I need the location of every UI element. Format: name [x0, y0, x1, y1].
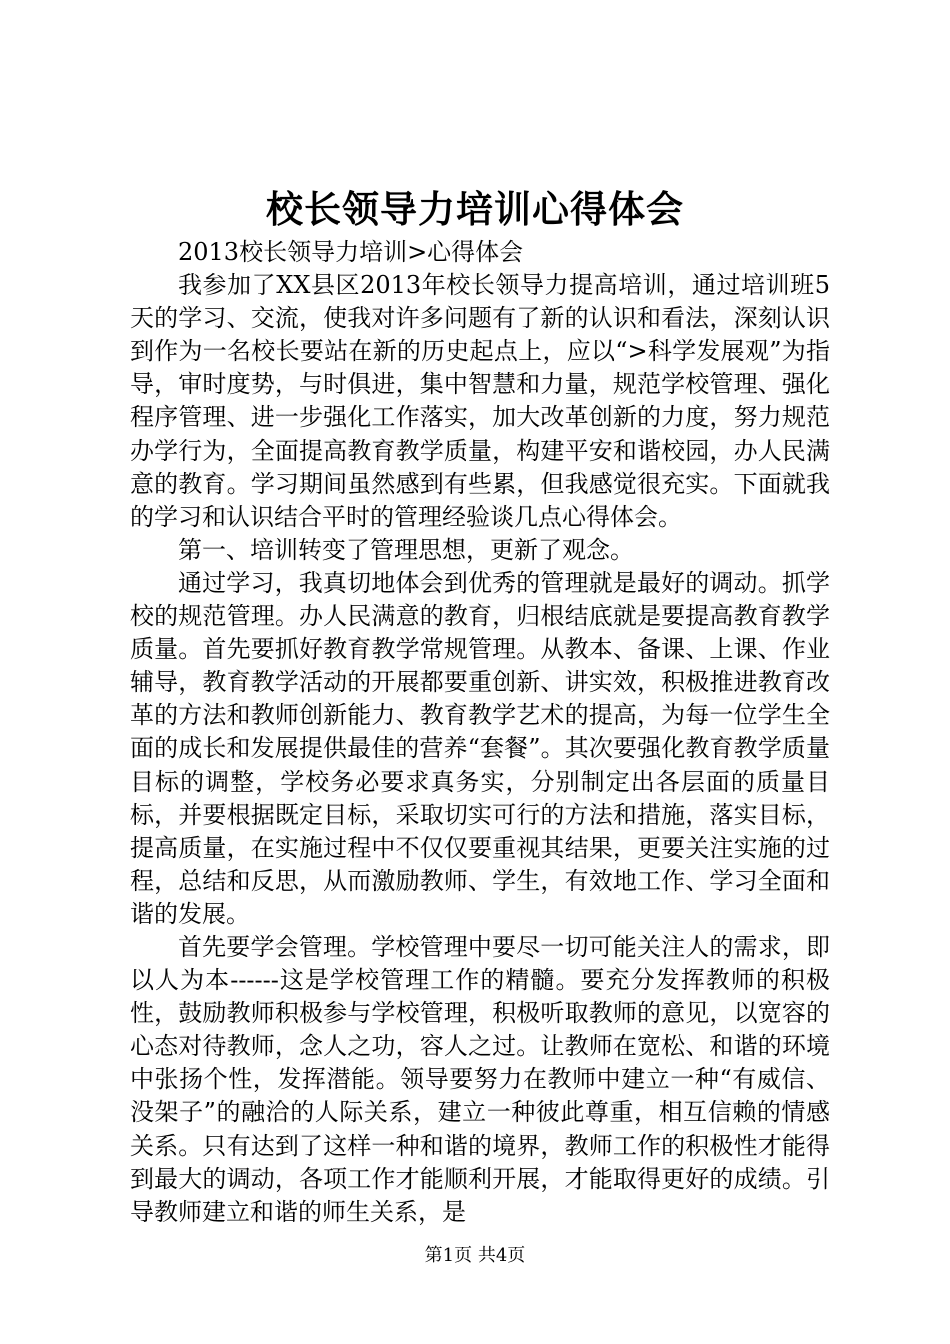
subtitle-paragraph: 2013校长领导力培训>心得体会 — [178, 238, 524, 266]
document-body — [130, 236, 830, 1229]
page-footer: 第1页 共4页 — [424, 1245, 526, 1266]
body-paragraph: 首先要学会管理。学校管理中要尽一切可能关注人的需求，即以人为本------这是学校管理工作的精髓。要充分发挥教师的积极性，鼓励教师积极参与学校管理，积极听取教师的意见，以宽容的心态对待教师，念人之功，容人之过。让教师在宽松、和谐的环境中张扬个性，发挥潜能。领导要努力在教师中建立一种“有威信、没架子”的融洽的人际关系，建立一种彼此尊重，相互信赖的情感关系。只有达到了这样一种和谐的境界，教师工作的积极性才能得到最大的调动，各项工作才能顺利开展，才能取得更好的成绩。引导教师建立和谐的师生关系，是 — [130, 932, 830, 1226]
section-heading: 第一、培训转变了管理思想，更新了观念。 — [178, 535, 634, 564]
body-paragraph: 通过学习，我真切地体会到优秀的管理就是最好的调动。抓学校的规范管理。办人民满意的教育，归根结底就是要提高教育教学质量。首先要抓好教育教学常规管理。从教本、备课、上课、作业辅导，教育教学活动的开展都要重创新、讲实效，积极推进教育改革的方法和教师创新能力、教育教学艺术的提高，为每一位学生全面的成长和发展提供最佳的营养“套餐”。其次要强化教育教学质量目标的调整，学校务必要求真务实，分别制定出各层面的质量目标，并要根据既定目标，采取切实可行的方法和措施，落实目标，提高质量，在实施过程中不仅仅要重视其结果，更要关注实施的过程，总结和反思，从而激励教师、学生，有效地工作、学习全面和谐的发展。 — [130, 568, 830, 928]
intro-paragraph: 我参加了XX县区2013年校长领导力提高培训，通过培训班5天的学习、交流，使我对许多问题有了新的认识和看法，深刻认识到作为一名校长要站在新的历史起点上，应以“>科学发展观”为指导，审时度势，与时俱进，集中智慧和力量，规范学校管理、强化程序管理、进一步强化工作落实，加大改革创新的力度，努力规范办学行为，全面提高教育教学质量，构建平安和谐校园，办人民满意的教育。学习期间虽然感到有些累，但我感觉很充实。下面就我的学习和认识结合平时的管理经验谈几点心得体会。 — [130, 271, 830, 531]
document-title: 校长领导力培训心得体会 — [266, 187, 684, 231]
